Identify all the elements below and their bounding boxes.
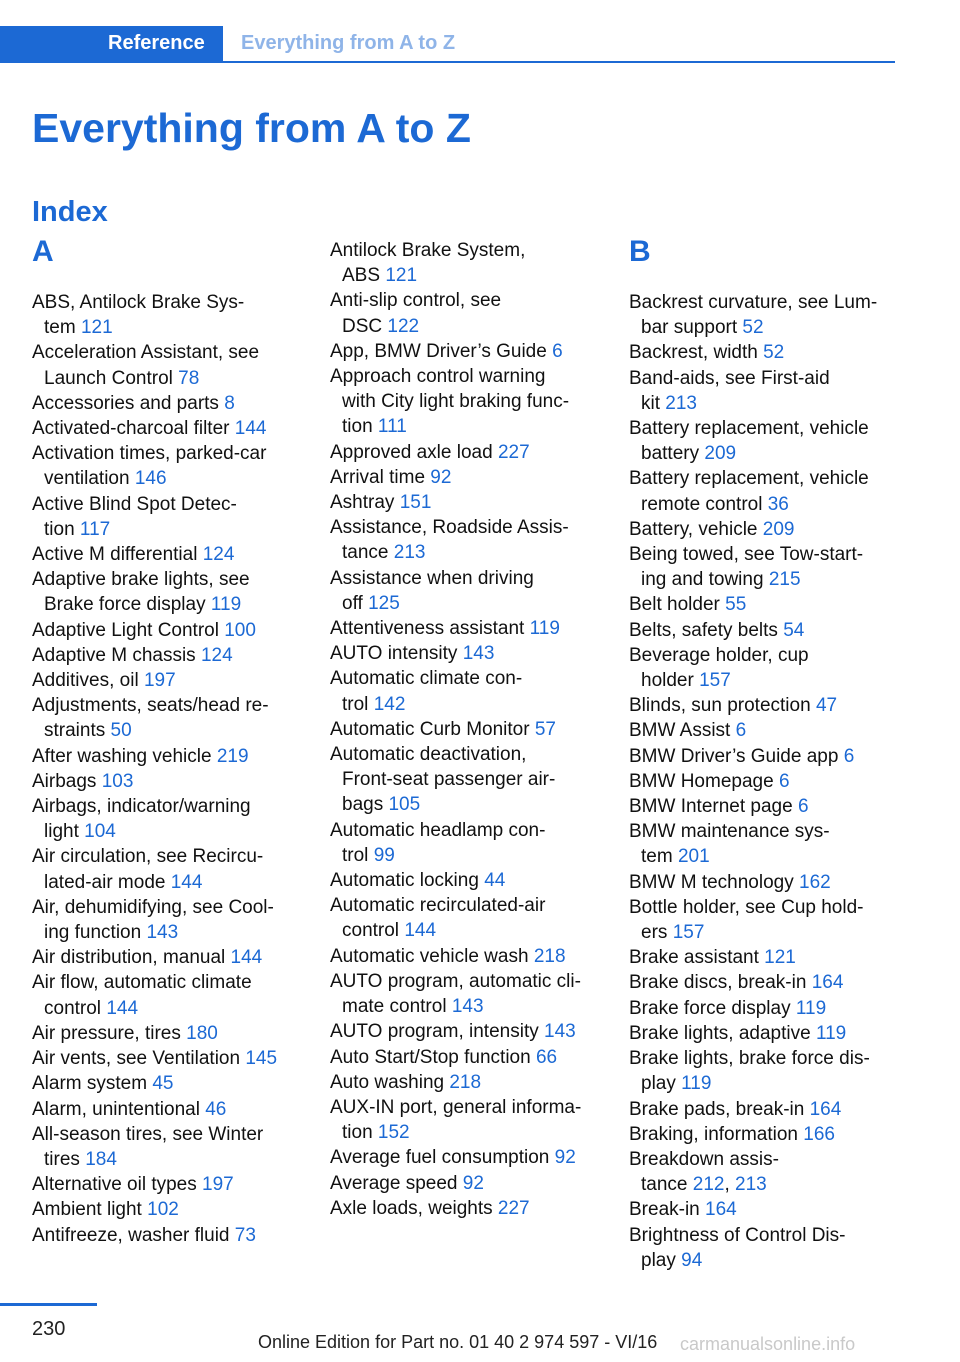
index-entry: [32, 895, 300, 945]
page-link[interactable]: 117: [79, 518, 111, 540]
index-entry-text: Activated-charcoal filter: [32, 418, 235, 440]
index-entry: [330, 1095, 598, 1145]
page-link[interactable]: 50: [110, 720, 132, 742]
index-entry-text: All-season tires, see Winter tires: [32, 1123, 264, 1170]
index-entry: [330, 238, 598, 288]
page-link[interactable]: 52: [763, 342, 785, 364]
page-link[interactable]: 146: [134, 468, 167, 490]
index-entry-text: Auto washing: [330, 1071, 450, 1093]
page-number: 230: [32, 1318, 66, 1340]
header-bar: [0, 26, 895, 63]
index-entry: [32, 945, 300, 970]
edition-note: Online Edition for Part no. 01 40 2 974 597 - VI/16: [258, 1332, 658, 1352]
index-entry: [32, 290, 300, 340]
page-link[interactable]: 92: [554, 1147, 576, 1169]
page-link[interactable]: 215: [768, 569, 801, 591]
index-entry-text: After washing vehicle: [32, 745, 217, 767]
index-entry-text: Airbags: [32, 770, 102, 792]
page-link[interactable]: 166: [803, 1123, 835, 1145]
index-entry-text: Braking, information: [629, 1123, 804, 1145]
page-link[interactable]: 119: [815, 1022, 847, 1044]
page-link[interactable]: 47: [815, 695, 838, 717]
page-link[interactable]: 119: [681, 1073, 712, 1095]
index-entry-text: Adaptive Light Control: [32, 619, 225, 641]
page-link[interactable]: 94: [681, 1249, 703, 1271]
page-link[interactable]: 164: [705, 1199, 737, 1221]
index-entry-text: BMW Driver’s Guide app: [629, 745, 844, 767]
index-entry-text: Ambient light: [32, 1199, 148, 1221]
footer-rule: [0, 1303, 97, 1306]
index-entry-text: Air pressure, tires: [32, 1022, 187, 1044]
index-entry: [330, 1070, 598, 1095]
page-link[interactable]: 227: [497, 441, 530, 463]
index-entry: [629, 592, 897, 617]
index-entry: [629, 643, 897, 693]
index-entry: [629, 769, 897, 794]
index-entry: [629, 618, 897, 643]
index-entry-text: Break-in: [629, 1199, 706, 1221]
page-link[interactable]: 54: [783, 619, 805, 641]
index-entry: [629, 366, 897, 416]
page-link[interactable]: 157: [672, 922, 705, 944]
page-link[interactable]: 6: [843, 745, 855, 767]
index-letter-b: B: [629, 235, 651, 268]
index-entry-text: Brake assistant: [629, 947, 765, 969]
page-link[interactable]: 144: [234, 418, 267, 440]
index-entry-text: Airbags, indicator/warning light: [32, 796, 251, 843]
index-entry-text: Air circulation, see Recircu‑ lated-air mode: [32, 846, 264, 893]
index-entry: [629, 1122, 897, 1147]
index-entry-text: Belts, safety belts: [629, 619, 784, 641]
index-entry-text: Air vents, see Ventilation: [32, 1048, 246, 1070]
page-link[interactable]: 119: [795, 997, 827, 1019]
index-entry-text: Accessories and parts: [32, 392, 225, 414]
index-entry: [629, 693, 897, 718]
page-link[interactable]: 145: [245, 1048, 278, 1070]
index-entry-text: Automatic climate con‑ trol: [330, 668, 523, 715]
page-link[interactable]: 151: [399, 492, 432, 514]
index-entry-text: Arrival time: [330, 466, 431, 488]
index-entry: [330, 465, 598, 490]
page-link[interactable]: 144: [106, 997, 139, 1019]
page-link[interactable]: 6: [797, 796, 809, 818]
page-link[interactable]: 143: [146, 922, 179, 944]
index-entry: [32, 441, 300, 491]
page-link[interactable]: 144: [404, 920, 437, 942]
index-entry-text: Auto Start/Stop function: [330, 1046, 536, 1068]
page-link[interactable]: 104: [84, 821, 116, 843]
index-entry-text: Belt holder: [629, 594, 726, 616]
index-entry-text: AUX-IN port, general informa‑ tion: [330, 1096, 582, 1144]
index-letter-a: A: [32, 235, 54, 268]
page-link[interactable]: 124: [200, 644, 233, 666]
index-entry: [32, 1071, 300, 1096]
page-link[interactable]: 180: [186, 1022, 218, 1044]
index-entry-text: Brightness of Control Dis‑ play: [629, 1224, 846, 1271]
index-entry: [629, 1046, 897, 1096]
index-entry-text: Brake pads, break-in: [629, 1098, 810, 1120]
tab-reference[interactable]: Reference: [0, 26, 223, 61]
index-entry-text: Adaptive brake lights, see Brake force display: [32, 569, 250, 616]
index-entry-text: App, BMW Driver’s Guide: [330, 340, 553, 362]
index-entry-text: Ashtray: [330, 492, 400, 514]
index-entry-text: Automatic headlamp con‑ trol: [330, 819, 546, 866]
tab-section-title[interactable]: Everything from A to Z: [241, 32, 456, 54]
index-entry: [629, 1097, 897, 1122]
index-entry: [32, 744, 300, 769]
index-entry-text: BMW M technology: [629, 871, 799, 893]
page-link[interactable]: 92: [430, 466, 452, 488]
index-entry: [330, 1145, 598, 1170]
index-entry: [330, 717, 598, 742]
page-link[interactable]: 152: [377, 1122, 410, 1144]
index-entry: [629, 1197, 897, 1222]
page-link[interactable]: 213: [665, 392, 697, 414]
index-entry: [32, 1172, 300, 1197]
index-entry: [32, 693, 300, 743]
index-entry: [32, 1197, 300, 1222]
page-link[interactable]: 143: [462, 643, 495, 665]
index-entry-text: Automatic recirculated-air control: [330, 895, 546, 942]
index-entry: [629, 744, 897, 769]
index-entry: [330, 944, 598, 969]
page-link[interactable]: 92: [462, 1172, 484, 1194]
index-entry-text: AUTO program, intensity: [330, 1021, 545, 1043]
index-entry-text: Antifreeze, washer fluid: [32, 1224, 235, 1246]
index-entry-text: Antilock Brake System, ABS: [330, 240, 526, 287]
watermark: carmanualsonline.info: [680, 1334, 856, 1354]
index-entry: [629, 1021, 897, 1046]
page-link[interactable]: 105: [388, 794, 421, 816]
index-entry-text: Additives, oil: [32, 670, 144, 692]
index-entry-text: Automatic locking: [330, 870, 485, 892]
page-link[interactable]: 197: [202, 1174, 234, 1196]
index-entry: [32, 970, 300, 1020]
index-entry-text: Acceleration Assistant, see Launch Control: [32, 342, 260, 389]
index-entry-text: BMW Internet page: [629, 796, 798, 818]
index-entry: [330, 566, 598, 616]
index-entry: [330, 616, 598, 641]
index-entry: [629, 1223, 897, 1273]
page-link[interactable]: 6: [778, 770, 790, 792]
index-entry-text: Adaptive M chassis: [32, 644, 201, 666]
index-entry: [629, 970, 897, 995]
index-entry: [32, 844, 300, 894]
index-entry: [330, 440, 598, 465]
index-entry-text: ABS, Antilock Brake Sys‑ tem: [32, 292, 245, 339]
page-link[interactable]: 201: [677, 846, 710, 868]
index-entry-text: BMW Assist: [629, 720, 736, 742]
index-entry-text: Brake discs, break-in: [629, 972, 812, 994]
page-link[interactable]: 100: [224, 619, 256, 641]
index-entry-text: BMW maintenance sys‑ tem: [629, 821, 830, 868]
index-entry-text: Breakdown assis‑ tance: [629, 1148, 779, 1196]
index-entry-text: Battery, vehicle: [629, 518, 763, 540]
index-entry-text: Battery replacement, vehicle battery: [629, 418, 869, 465]
index-entry: [330, 1019, 598, 1044]
index-entry-text: Active M differential: [32, 544, 203, 566]
page-link[interactable]: 144: [170, 871, 203, 893]
index-entry: [330, 339, 598, 364]
page-link[interactable]: 209: [762, 518, 795, 540]
page-link[interactable]: 73: [234, 1224, 256, 1246]
page-link[interactable]: 121: [80, 317, 113, 339]
index-entry-text: Air flow, automatic climate control: [32, 972, 252, 1019]
index-entry: [330, 1045, 598, 1070]
index-entry: [32, 1046, 300, 1071]
index-entry: [32, 618, 300, 643]
index-entry-text: Adjustments, seats/head re‑ straints: [32, 695, 269, 742]
index-entry-text: Alarm system: [32, 1073, 153, 1095]
index-column-1: [32, 232, 300, 1248]
index-entry: [32, 1122, 300, 1172]
page-link[interactable]: 212: [692, 1174, 725, 1196]
index-entry: [330, 490, 598, 515]
page-link[interactable]: 143: [451, 996, 484, 1018]
page-link[interactable]: 209: [704, 443, 737, 465]
page-link[interactable]: 227: [497, 1197, 530, 1219]
page-link[interactable]: 144: [230, 947, 263, 969]
index-entry-text: Air, dehumidifying, see Cool‑ ing function: [32, 896, 274, 944]
index-entry-text: Anti-slip control, see DSC: [330, 290, 502, 337]
index-entry-text: Axle loads, weights: [330, 1197, 498, 1219]
page-link[interactable]: 184: [85, 1148, 117, 1170]
page-link[interactable]: 213: [735, 1174, 767, 1196]
index-entry-text: Beverage holder, cup holder: [629, 644, 809, 692]
index-entry: [330, 288, 598, 338]
page-link[interactable]: 119: [210, 594, 242, 616]
index-entry: [629, 794, 897, 819]
index-entry-text: Backrest curvature, see Lum‑ bar support: [629, 292, 878, 339]
page-link[interactable]: 142: [373, 693, 406, 715]
index-entry-text: Active Blind Spot Detec‑ tion: [32, 493, 237, 540]
section-title: Index: [32, 196, 108, 228]
index-entry: [32, 391, 300, 416]
index-entry: [330, 364, 598, 440]
index-entry-text: Brake lights, adaptive: [629, 1022, 816, 1044]
page-link[interactable]: 6: [735, 720, 747, 742]
page-link[interactable]: 162: [799, 871, 831, 893]
index-entry-text: Air distribution, manual: [32, 947, 231, 969]
index-entry-text: Automatic Curb Monitor: [330, 718, 535, 740]
index-entry-text: Blinds, sun protection: [629, 695, 816, 717]
page-link[interactable]: 218: [449, 1071, 482, 1093]
index-entry-text: Brake lights, brake force dis‑ play: [629, 1048, 870, 1095]
index-entry-text: Band-aids, see First-aid kit: [629, 367, 830, 414]
page-link[interactable]: 197: [143, 670, 176, 692]
index-entry-text: Brake force display: [629, 997, 796, 1019]
index-column-2: [330, 238, 598, 1221]
page-title: Everything from A to Z: [32, 105, 471, 151]
page-link[interactable]: 44: [484, 870, 506, 892]
index-entry: [629, 542, 897, 592]
index-entry-text: AUTO intensity: [330, 643, 463, 665]
page-link[interactable]: 8: [224, 392, 235, 414]
page-link[interactable]: 99: [373, 844, 395, 866]
page-link[interactable]: 122: [387, 315, 420, 337]
index-entry: [32, 769, 300, 794]
page-link[interactable]: 143: [544, 1021, 576, 1043]
page-link[interactable]: 125: [368, 592, 400, 614]
page-link[interactable]: 45: [152, 1073, 174, 1095]
page-link[interactable]: 121: [764, 947, 796, 969]
index-entry-text: Activation times, parked-car ventilation: [32, 443, 267, 490]
index-entry: [629, 996, 897, 1021]
index-entry: [629, 517, 897, 542]
index-entry: [629, 718, 897, 743]
page-link[interactable]: 121: [385, 265, 418, 287]
index-entry: [330, 641, 598, 666]
index-entry: [32, 542, 300, 567]
index-entry: [629, 870, 897, 895]
index-entry: [330, 893, 598, 943]
index-entry-text: BMW Homepage: [629, 770, 779, 792]
page-link[interactable]: 111: [377, 416, 407, 438]
page-link[interactable]: 36: [767, 493, 789, 515]
index-entry: [330, 818, 598, 868]
index-column-3: [629, 232, 897, 1273]
page-link[interactable]: 55: [725, 594, 747, 616]
index-entry: [330, 1196, 598, 1221]
index-entry: [629, 416, 897, 466]
index-entry: [32, 643, 300, 668]
page-link[interactable]: 157: [699, 670, 731, 692]
page-link[interactable]: 218: [533, 945, 566, 967]
index-entry-text: Backrest, width: [629, 342, 764, 364]
index-entry-text: Assistance, Roadside Assis‑ tance: [330, 517, 569, 564]
index-entry: [32, 668, 300, 693]
page-link[interactable]: 219: [216, 745, 249, 767]
index-entry: [330, 666, 598, 716]
index-entry: [330, 868, 598, 893]
index-entry-text: Battery replacement, vehicle remote control: [629, 468, 869, 515]
page-link[interactable]: 103: [101, 770, 134, 792]
index-entry: [629, 819, 897, 869]
index-entry-text: Average fuel consumption: [330, 1147, 555, 1169]
index-entry-text: Bottle holder, see Cup hold‑ ers: [629, 896, 864, 944]
index-entry: Breakdown assis‑ tance 212, 213: [629, 1148, 779, 1196]
index-entry: [32, 1223, 300, 1248]
index-entry: [32, 794, 300, 844]
page-link[interactable]: 78: [178, 367, 200, 389]
index-entry-text: Alternative oil types: [32, 1174, 203, 1196]
index-entry: [330, 969, 598, 1019]
index-entry-text: Automatic deactivation, Front-seat passenger air‑ bags: [330, 744, 556, 816]
page-link[interactable]: 66: [535, 1046, 558, 1068]
index-entry-text: Average speed: [330, 1172, 463, 1194]
index-entry-text: Assistance when driving off: [330, 567, 534, 614]
page-link[interactable]: 213: [393, 542, 426, 564]
page-link[interactable]: 102: [147, 1199, 179, 1221]
index-entry: [32, 1021, 300, 1046]
page-link[interactable]: 57: [534, 718, 556, 740]
index-entry: [629, 340, 897, 365]
index-entry-text: Approved axle load: [330, 441, 498, 463]
index-entry: [32, 1097, 300, 1122]
index-entry: [32, 492, 300, 542]
index-entry: [629, 466, 897, 516]
index-entry-text: Being towed, see Tow-start‑ ing and towing: [629, 544, 864, 591]
index-entry-text: Automatic vehicle wash: [330, 945, 534, 967]
index-entry: [330, 742, 598, 818]
page-link[interactable]: 124: [202, 544, 235, 566]
page-link[interactable]: 164: [811, 972, 844, 994]
index-entry-text: Attentiveness assistant: [330, 618, 530, 640]
page-link[interactable]: 46: [205, 1098, 227, 1120]
index-entry: [32, 416, 300, 441]
page-link[interactable]: 164: [809, 1098, 842, 1120]
page-link[interactable]: 52: [742, 317, 764, 339]
index-entry: [629, 895, 897, 945]
page-link[interactable]: 119: [529, 618, 560, 640]
index-entry: [32, 567, 300, 617]
page-link[interactable]: 6: [552, 340, 563, 362]
index-entry-text: Approach control warning with City light braking func‑ tion: [330, 366, 570, 438]
index-entry: [629, 290, 897, 340]
index-entry: [330, 1171, 598, 1196]
index-entry-text: AUTO program, automatic cli‑ mate control: [330, 970, 581, 1018]
index-entry: [330, 515, 598, 565]
index-entry-text: Alarm, unintentional: [32, 1098, 206, 1120]
index-entry: [629, 945, 897, 970]
index-entry: [32, 340, 300, 390]
